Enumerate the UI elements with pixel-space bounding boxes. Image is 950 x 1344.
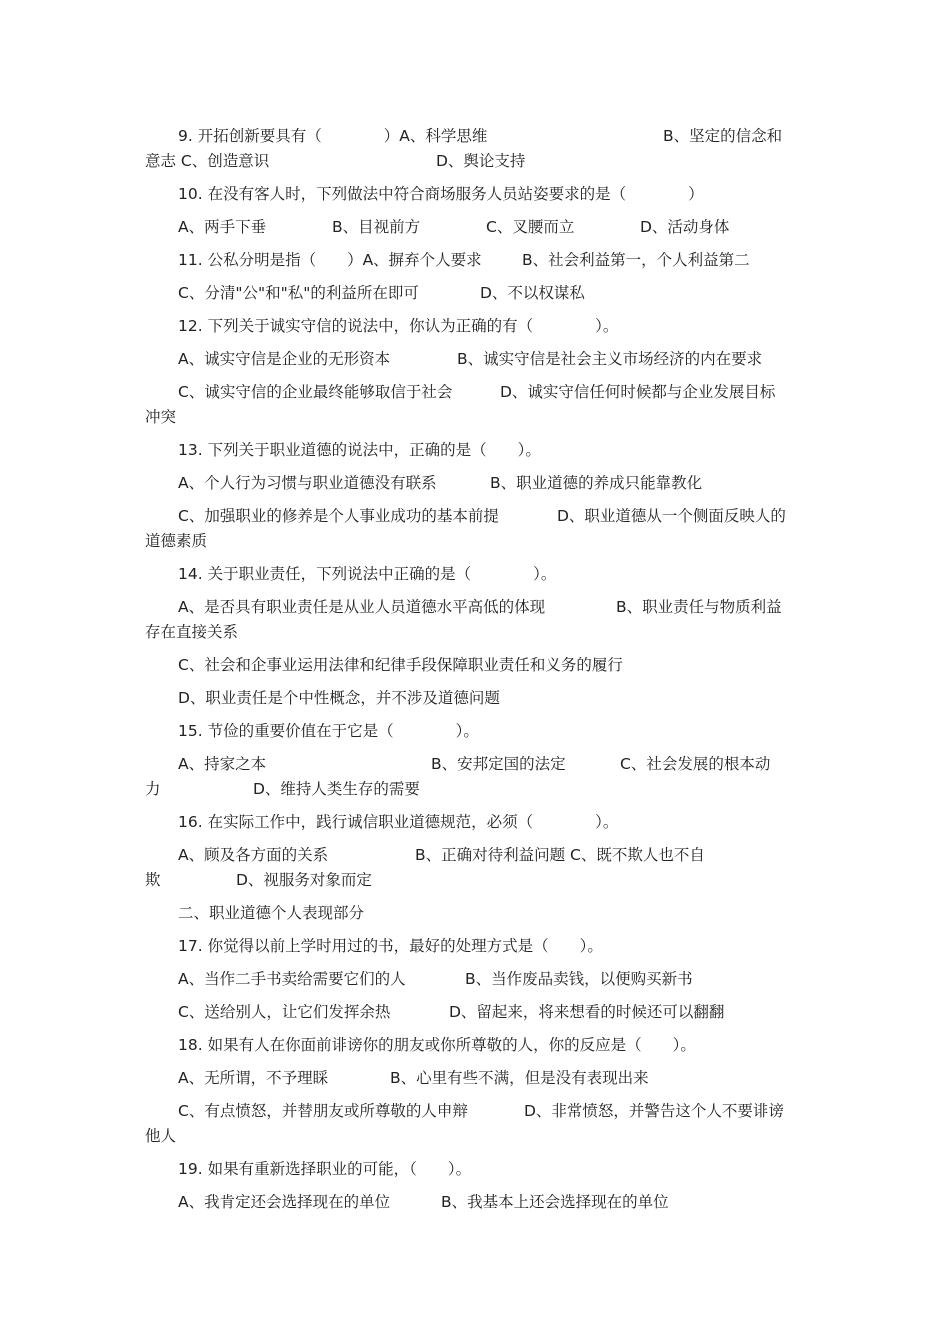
question-13-option-d: D、职业道德从一个侧面反映人的 [557,507,786,525]
question-10-options [145,215,843,240]
question-14-option-b: B、职业责任与物质利益 [616,598,782,616]
question-15-continuation: 力 [145,780,161,798]
question-15-stem: 15. 节俭的重要价值在于它是（ ）。 [178,722,479,740]
question-10-option-d: D、活动身体 [640,218,730,236]
question-18-continuation: 他人 [145,1127,177,1145]
question-10-option-a: A、两手下垂 [178,218,267,236]
question-16-option-d: D、视服务对象而定 [236,871,372,889]
question-12-option-a: A、诚实守信是企业的无形资本 [178,350,391,368]
question-16-option-bc: B、正确对待利益问题 C、既不欺人也不自 [415,846,705,864]
question-10-stem: 10. 在没有客人时，下列做法中符合商场服务人员站姿要求的是（ ） [178,185,704,203]
question-17-stem: 17. 你觉得以前上学时用过的书，最好的处理方式是（ ）。 [178,937,603,955]
question-11-stem: 11. 公私分明是指（ ）A、摒弃个人要求 [178,251,482,269]
question-15-option-d: D、维持人类生存的需要 [253,780,420,798]
question-14-stem: 14. 关于职业责任，下列说法中正确的是（ ）。 [178,565,557,583]
question-11-option-b: B、社会利益第一，个人利益第二 [522,251,750,269]
question-13-continuation: 道德素质 [145,532,208,550]
question-17-option-a: A、当作二手书卖给需要它们的人 [178,970,406,988]
question-13-option-a: A、个人行为习惯与职业道德没有联系 [178,474,437,492]
question-19-option-b: B、我基本上还会选择现在的单位 [441,1193,669,1211]
question-16-option-a: A、顾及各方面的关系 [178,846,329,864]
question-11-option-c: C、分清"公"和"私"的利益所在即可 [178,284,419,302]
question-13-stem: 13. 下列关于职业道德的说法中，正确的是（ ）。 [178,441,541,459]
question-9-stem: 9. 开拓创新要具有（ ）A、科学思维 [178,127,488,145]
question-11-line [145,248,843,273]
question-17-option-b: B、当作废品卖钱，以便购买新书 [465,970,693,988]
question-12-stem: 12. 下列关于诚实守信的说法中，你认为正确的有（ ）。 [178,317,619,335]
question-10-option-b: B、目视前方 [332,218,421,236]
question-16-continuation: 欺 [145,871,161,889]
question-11-options [145,281,843,306]
question-12-options-cd [145,380,843,405]
question-17-options-cd [145,1000,843,1025]
question-19-option-a: A、我肯定还会选择现在的单位 [178,1193,391,1211]
question-15-option-a: A、持家之本 [178,755,267,773]
question-17-option-c: C、送给别人，让它们发挥余热 [178,1003,391,1021]
question-18-option-c: C、有点愤怒，并替朋友或所尊敬的人申辩 [178,1102,468,1120]
question-17-options-ab [145,967,843,992]
question-9-line-2 [145,149,810,174]
question-18-options-cd [145,1099,843,1124]
question-13-options-ab [145,471,843,496]
question-18-options-ab [145,1066,843,1091]
question-16-options [145,843,843,868]
question-18-option-a: A、无所谓，不予理睬 [178,1069,329,1087]
question-12-option-b: B、诚实守信是社会主义市场经济的内在要求 [457,350,763,368]
section-2-heading: 二、职业道德个人表现部分 [178,904,365,922]
question-16-stem: 16. 在实际工作中，践行诚信职业道德规范，必须（ ）。 [178,813,619,831]
question-12-option-d: D、诚实守信任何时候都与企业发展目标 [500,383,776,401]
question-12-option-c: C、诚实守信的企业最终能够取信于社会 [178,383,453,401]
question-15-option-c: C、社会发展的根本动 [620,755,771,773]
question-17-option-d: D、留起来，将来想看的时候还可以翻翻 [449,1003,725,1021]
question-12-options-ab [145,347,843,372]
question-10-option-c: C、叉腰而立 [486,218,575,236]
question-14-options-ab [145,595,843,620]
question-18-option-b: B、心里有些不满，但是没有表现出来 [390,1069,649,1087]
question-14-option-d: D、职业责任是个中性概念，并不涉及道德问题 [178,689,500,707]
question-19-stem: 19. 如果有重新选择职业的可能，（ ）。 [178,1160,472,1178]
question-9-option-d: D、舆论支持 [436,152,526,170]
question-13-option-b: B、职业道德的养成只能靠教化 [490,474,703,492]
question-16-line-2 [145,868,810,893]
question-13-option-c: C、加强职业的修养是个人事业成功的基本前提 [178,507,499,525]
question-9-continuation: 意志 C、创造意识 [145,152,270,170]
question-12-continuation: 冲突 [145,408,177,426]
question-15-options [145,752,843,777]
question-9-option-b: B、坚定的信念和 [663,127,783,145]
question-15-line-2 [145,777,810,802]
question-13-options-cd [145,504,843,529]
question-14-option-c: C、社会和企事业运用法律和纪律手段保障职业责任和义务的履行 [178,656,623,674]
question-18-stem: 18. 如果有人在你面前诽谤你的朋友或你所尊敬的人，你的反应是（ ）。 [178,1036,696,1054]
question-14-option-a: A、是否具有职业责任是从业人员道德水平高低的体现 [178,598,546,616]
question-14-continuation: 存在直接关系 [145,623,239,641]
question-19-options [145,1190,843,1215]
question-18-option-d: D、非常愤怒，并警告这个人不要诽谤 [524,1102,784,1120]
question-15-option-b: B、安邦定国的法定 [431,755,566,773]
question-11-option-d: D、不以权谋私 [480,284,585,302]
question-9-line [145,124,843,149]
